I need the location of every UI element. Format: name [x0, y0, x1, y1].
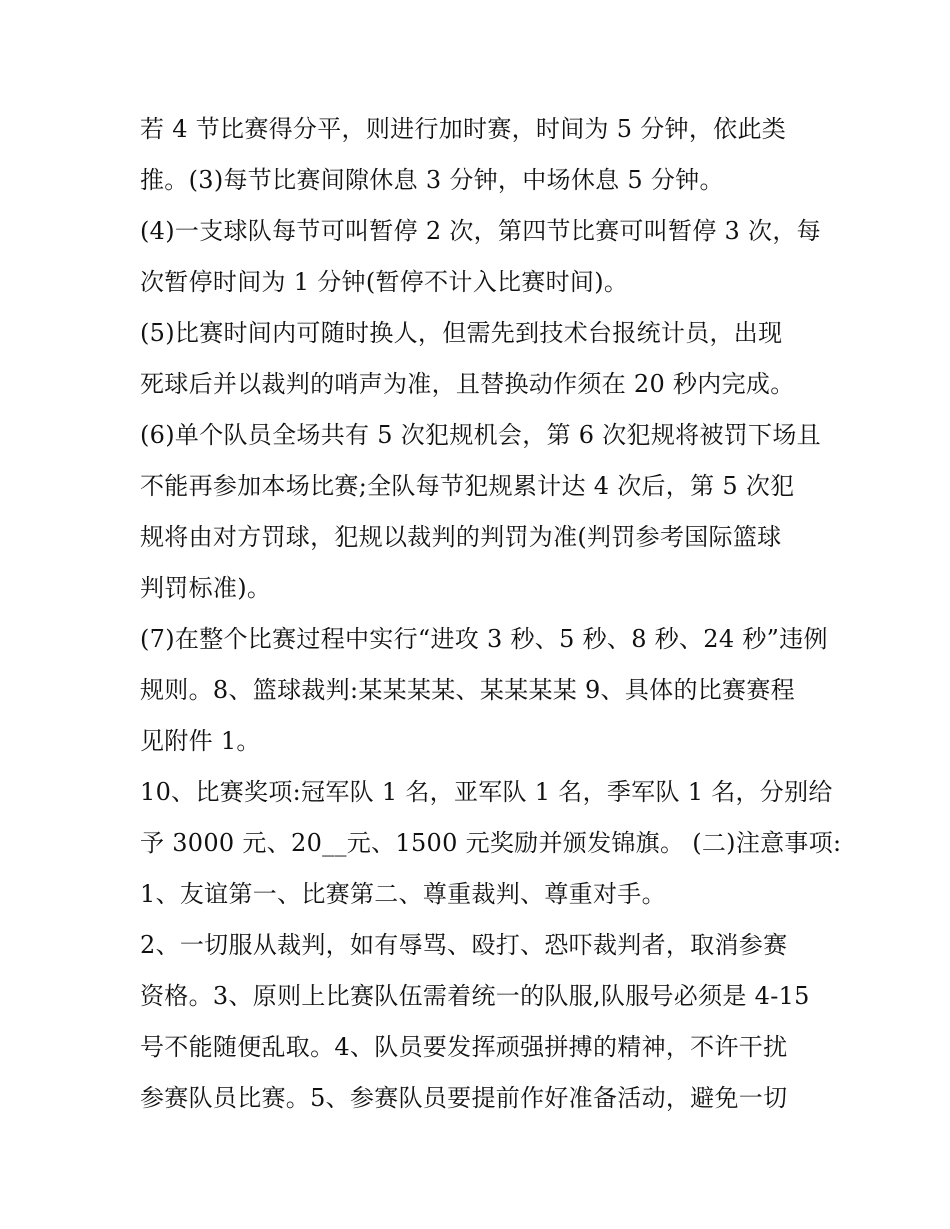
text-line: 不能再参加本场比赛;全队每节犯规累计达 4 次后，第 5 次犯: [140, 472, 795, 500]
document-body: [140, 104, 842, 1124]
text-line: 若 4 节比赛得分平，则进行加时赛，时间为 5 分钟，依此类: [140, 115, 787, 143]
text-line: 予 3000 元、20__元、1500 元奖励并颁发锦旗。 (二)注意事项:: [140, 829, 842, 857]
text-line: 规则。8、篮球裁判:某某某某、某某某某 9、具体的比赛赛程: [140, 676, 795, 704]
text-line: 死球后并以裁判的哨声为准，且替换动作须在 20 秒内完成。: [140, 370, 795, 398]
text-line: 10、比赛奖项:冠军队 1 名，亚军队 1 名，季军队 1 名，分别给: [140, 778, 833, 806]
text-line: 1、友谊第一、比赛第二、尊重裁判、尊重对手。: [140, 880, 666, 908]
text-line: 2、一切服从裁判，如有辱骂、殴打、恐吓裁判者，取消参赛: [140, 931, 788, 959]
text-line: 号不能随便乱取。4、队员要发挥顽强拼搏的精神，不许干扰: [140, 1033, 788, 1061]
text-line: 推。(3)每节比赛间隙休息 3 分钟，中场休息 5 分钟。: [140, 166, 724, 194]
text-line: 次暂停时间为 1 分钟(暂停不计入比赛时间)。: [140, 268, 629, 296]
text-line: (7)在整个比赛过程中实行“进攻 3 秒、5 秒、8 秒、24 秒”违例: [140, 625, 828, 653]
text-line: 判罚标准)。: [140, 574, 272, 602]
text-line: 见附件 1。: [140, 727, 261, 755]
text-line: 资格。3、原则上比赛队伍需着统一的队服,队服号必须是 4-15: [140, 982, 810, 1010]
text-line: (6)单个队员全场共有 5 次犯规机会，第 6 次犯规将被罚下场且: [140, 421, 821, 449]
text-line: (4)一支球队每节可叫暂停 2 次，第四节比赛可叫暂停 3 次，每: [140, 217, 821, 245]
text-line: (5)比赛时间内可随时换人，但需先到技术台报统计员，出现: [140, 319, 783, 347]
text-line: 参赛队员比赛。5、参赛队员要提前作好准备活动，避免一切: [140, 1084, 788, 1112]
text-line: 规将由对方罚球，犯规以裁判的判罚为准(判罚参考国际篮球: [140, 523, 782, 551]
